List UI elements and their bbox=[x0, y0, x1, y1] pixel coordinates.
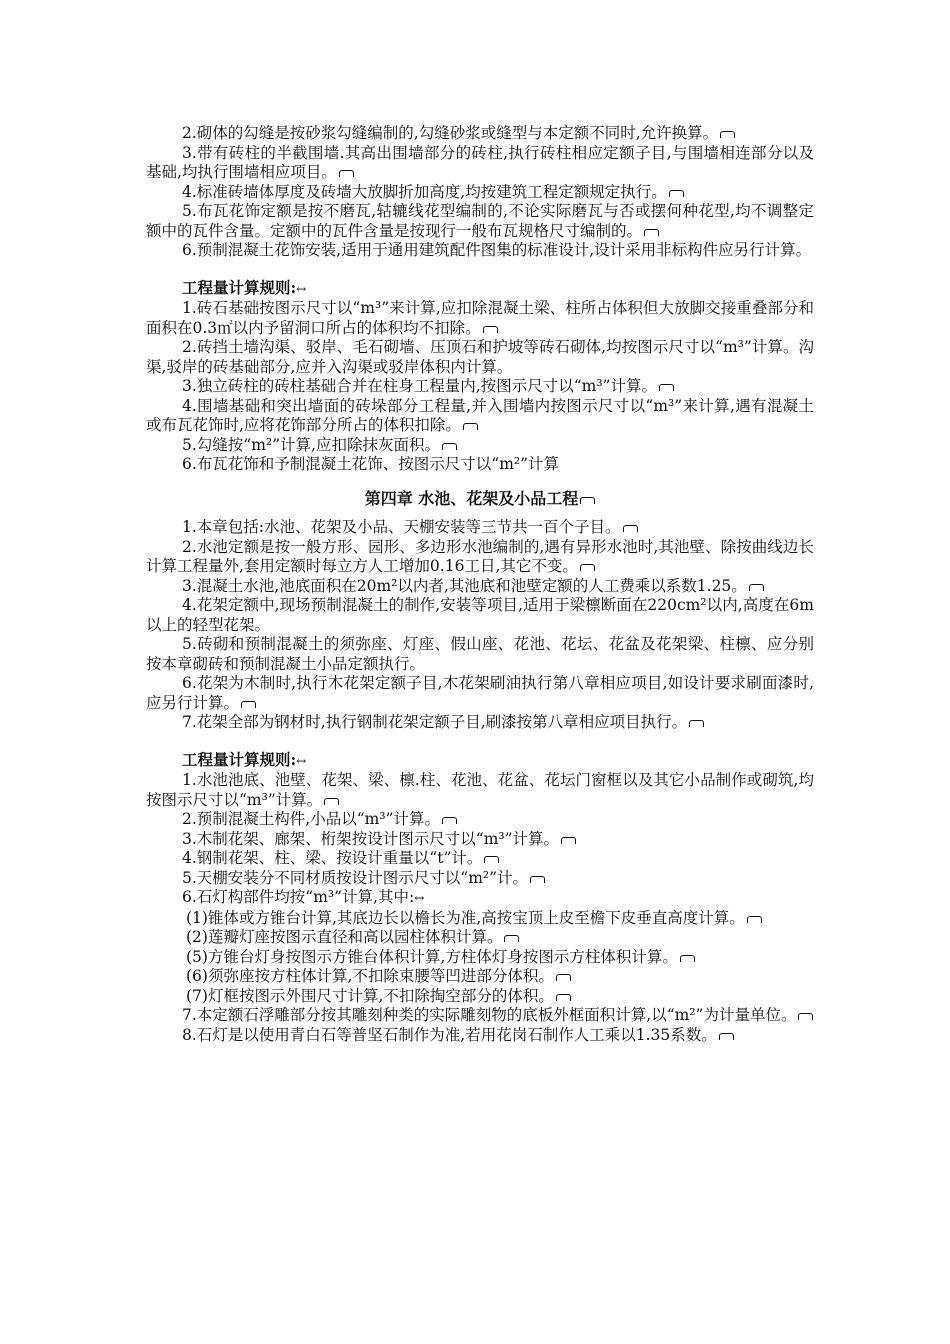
paragraph-mark-icon bbox=[644, 229, 659, 236]
document-page bbox=[146, 124, 814, 1045]
paragraph-mark-icon bbox=[484, 856, 499, 863]
paragraph-mark-icon bbox=[747, 916, 762, 923]
list-item: 1.水池池底、池壁、花架、梁、檩.柱、花池、花盆、花坛门窗框以及其它小品制作或砌筑,均按图示尺寸以“m³”计算。 bbox=[146, 771, 814, 809]
paragraph: 4.标准砖墙体厚度及砖墙大放脚折加高度,均按建筑工程定额规定执行。 bbox=[146, 183, 814, 203]
paragraph: 6.花架为木制时,执行木花架定额子目,木花架刷油执行第八章相应项目,如设计要求刷面漆时,应另行计算。 bbox=[146, 674, 814, 712]
list-item: 2.砖挡土墙沟渠、驳岸、毛石砌墙、压顶石和护坡等砖石砌体,均按图示尺寸以“m³”计算。沟渠,驳岸的砖基础部分,应并入沟渠或驳岸体积内计算。 bbox=[146, 338, 814, 376]
chapter-notes bbox=[146, 518, 814, 733]
sub-item: (7)灯框按图示外围尺寸计算,不扣除掏空部分的体积。 bbox=[146, 987, 814, 1007]
paragraph: 7.花架全部为钢材时,执行钢制花架定额子目,刷漆按第八章相应项目执行。 bbox=[146, 713, 814, 733]
list-item: 3.独立砖柱的砖柱基础合并在柱身工程量内,按图示尺寸以“m³”计算。 bbox=[146, 377, 814, 397]
rules-heading: 工程量计算规则:↔ bbox=[182, 749, 307, 769]
list-item: 2.预制混凝土构件,小品以“m³”计算。 bbox=[146, 810, 814, 830]
paragraph-mark-icon bbox=[689, 720, 704, 727]
list-item: 4.围墙基础和突出墙面的砖垛部分工程量,并入围墙内按图示尺寸以“m³”来计算,遇有混凝土或布瓦花饰时,应将花饰部分所占的体积扣除。 bbox=[146, 396, 814, 434]
section-notes bbox=[146, 124, 814, 261]
list-item: 1.砖石基础按图示尺寸以“m³”来计算,应扣除混凝土梁、柱所占体积但大放脚交接重叠部分和面积在0.3㎡以内予留洞口所占的体积均不扣除。 bbox=[146, 299, 814, 337]
sub-item: (2)莲瓣灯座按图示直径和高以园柱体积计算。 bbox=[146, 928, 814, 948]
paragraph: 1.本章包括:水池、花架及小品、天棚安装等三节共一百个子目。 bbox=[146, 518, 814, 538]
paragraph-mark-icon bbox=[749, 584, 764, 591]
paragraph: 2.水池定额是按一般方形、园形、多边形水池编制的,遇有异形水池时,其池壁、除按曲线边长计算工程量外,套用定额时每立方人工增加0.16工日,其它不变。 bbox=[146, 537, 814, 575]
list-item: 7.本定额石浮雕部分按其雕刻种类的实际雕刻物的底板外框面积计算,以“m²”为计量单位。 bbox=[146, 1006, 814, 1026]
paragraph-mark-icon bbox=[623, 525, 638, 532]
sub-item: (6)须弥座按方柱体计算,不扣除束腰等凹进部分体积。 bbox=[146, 967, 814, 987]
paragraph: 5.布瓦花饰定额是按不磨瓦,轱辘线花型编制的,不论实际磨瓦与否或摆何种花型,均不调整定额中的瓦件含量。定额中的瓦件含量是按现行一般布瓦规格尺寸编制的。 bbox=[146, 202, 814, 240]
paragraph: 4.花架定额中,现场预制混凝土的制作,安装等项目,适用于梁檩断面在220cm²以内,高度在6m以上的轻型花架。 bbox=[146, 596, 814, 634]
paragraph-mark-icon bbox=[561, 837, 576, 844]
paragraph-mark-icon bbox=[580, 497, 595, 504]
paragraph-mark-icon: ↔ bbox=[296, 281, 307, 296]
paragraph-mark-icon bbox=[659, 384, 674, 391]
paragraph-mark-icon bbox=[580, 564, 595, 571]
paragraph-mark-icon bbox=[442, 817, 457, 824]
paragraph-mark-icon bbox=[556, 974, 571, 981]
list-item: 6.石灯构部件均按“m³”计算,其中:↔ bbox=[182, 888, 425, 906]
paragraph-mark-icon: ↔ bbox=[414, 891, 425, 905]
paragraph: 6.预制混凝土花饰安装,适用于通用建筑配件图集的标准设计,设计采用非标构件应另行计算。 bbox=[182, 241, 812, 259]
list-item: 4.钢制花架、柱、梁、按设计重量以“t”计。 bbox=[146, 849, 814, 869]
paragraph-mark-icon bbox=[241, 701, 256, 708]
list-item: 6.布瓦花饰和予制混凝土花饰、按图示尺寸以“m²”计算 bbox=[182, 455, 560, 473]
paragraph-mark-icon bbox=[556, 994, 571, 1001]
list-item: 3.木制花架、廊架、桁架按设计图示尺寸以“m³”计算。 bbox=[146, 830, 814, 850]
paragraph-mark-icon bbox=[324, 798, 339, 805]
paragraph: 3.混凝土水池,池底面积在20m²以内者,其池底和池壁定额的人工费乘以系数1.25。 bbox=[146, 577, 814, 597]
list-item: 5.天棚安装分不同材质按设计图示尺寸以“m²”计。 bbox=[146, 869, 814, 889]
paragraph-mark-icon bbox=[530, 876, 545, 883]
paragraph-mark-icon bbox=[504, 935, 519, 942]
paragraph-mark-icon bbox=[680, 955, 695, 962]
paragraph-mark-icon bbox=[719, 1033, 734, 1040]
rules-list bbox=[146, 771, 814, 1045]
paragraph-mark-icon bbox=[798, 1013, 813, 1020]
paragraph-mark-icon bbox=[483, 326, 498, 333]
paragraph-mark-icon bbox=[442, 443, 457, 450]
paragraph: 3.带有砖柱的半截围墙.其高出围墙部分的砖柱,执行砖柱相应定额子目,与围墙相连部分以及基础,均执行围墙相应项目。 bbox=[146, 143, 814, 181]
paragraph: 2.砌体的勾缝是按砂浆勾缝编制的,勾缝砂浆或缝型与本定额不同时,允许换算。 bbox=[146, 124, 814, 144]
paragraph-mark-icon bbox=[669, 190, 684, 197]
paragraph-mark-icon bbox=[339, 170, 354, 177]
paragraph-mark-icon: ↔ bbox=[296, 753, 307, 768]
sub-item: (5)方锥台灯身按图示方锥台体积计算,方柱体灯身按图示方柱体积计算。 bbox=[146, 948, 814, 968]
paragraph: 5.砖砌和预制混凝土的须弥座、灯座、假山座、花池、花坛、花盆及花架梁、柱檩、应分别按本章砌砖和预制混凝土小品定额执行。 bbox=[146, 635, 814, 673]
chapter-title: 第四章 水池、花架及小品工程 bbox=[146, 489, 814, 509]
rules-list bbox=[146, 299, 814, 475]
list-item: 5.勾缝按“m²”计算,应扣除抹灰面积。 bbox=[146, 436, 814, 456]
sub-item: (1)锥体或方锥台计算,其底边长以檐长为准,高按宝顶上皮至檐下皮垂直高度计算。 bbox=[146, 909, 814, 929]
paragraph-mark-icon bbox=[463, 423, 478, 430]
list-item: 8.石灯是以使用青白石等普坚石制作为准,若用花岗石制作人工乘以1.35系数。 bbox=[146, 1026, 814, 1046]
paragraph-mark-icon bbox=[720, 131, 735, 138]
rules-heading: 工程量计算规则:↔ bbox=[182, 277, 307, 297]
